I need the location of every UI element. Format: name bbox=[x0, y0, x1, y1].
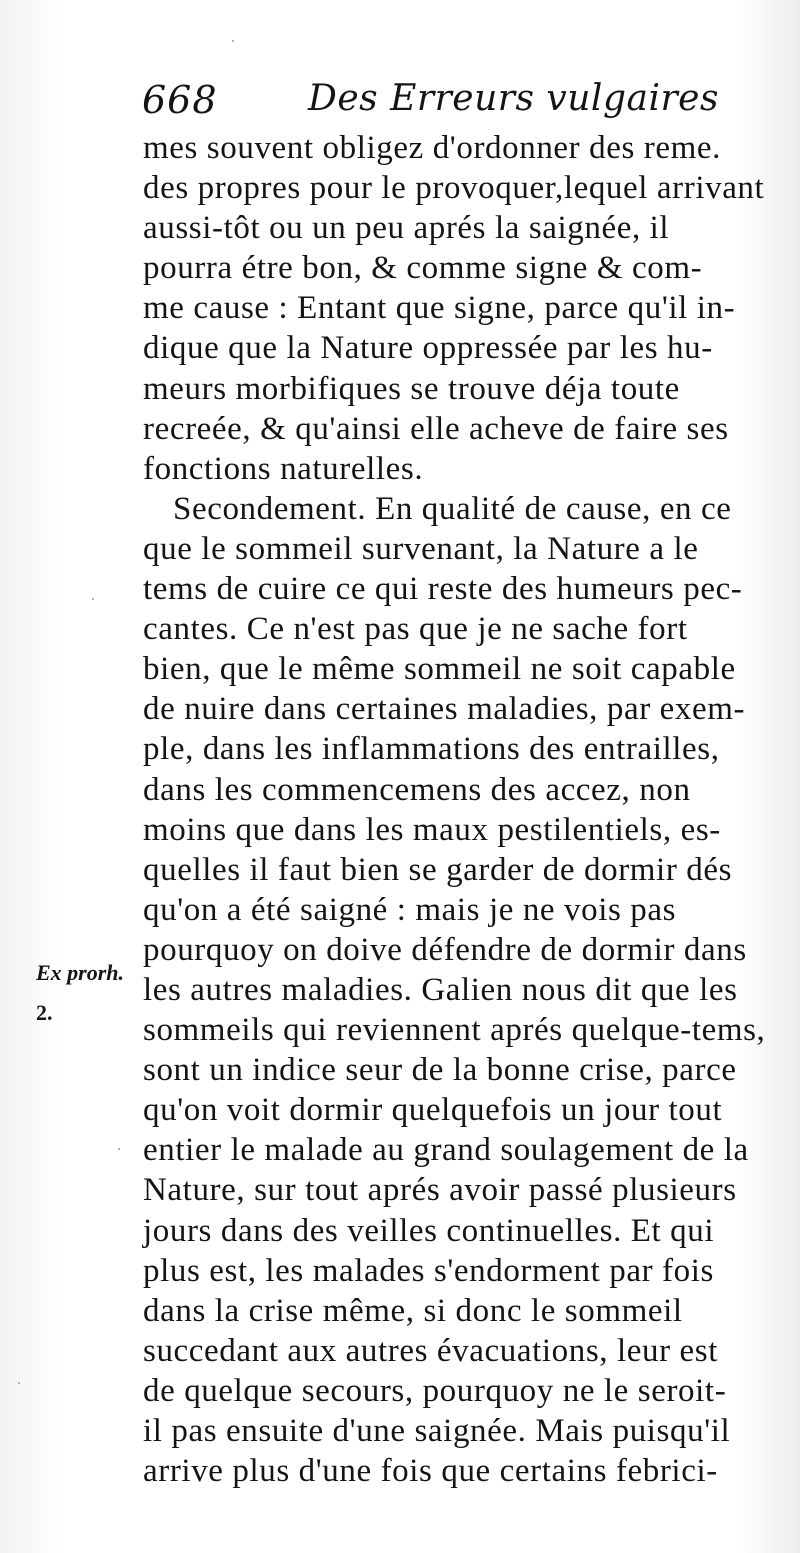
text-line: il pas ensuite d'une saignée. Mais puisqu'il bbox=[143, 1413, 731, 1449]
text-line: jours dans des veilles continuelles. Et qui bbox=[143, 1212, 715, 1249]
text-line: aussi-tôt ou un peu aprés la saignée, il bbox=[143, 210, 670, 247]
margin-reference: Ex prorh. bbox=[36, 960, 125, 985]
text-line: cantes. Ce n'est pas que je ne sache fort bbox=[143, 611, 688, 648]
page-number: 668 bbox=[142, 78, 218, 122]
text-line: dique que la Nature oppressée par les hu- bbox=[143, 330, 713, 367]
text-line: succedant aux autres évacuations, leur est bbox=[143, 1332, 718, 1369]
text-line: qu'on a été saigné : mais je ne vois pas bbox=[143, 891, 677, 928]
text-line: sont un indice seur de la bonne crise, parce bbox=[143, 1052, 737, 1089]
text-line: bien, que le même sommeil ne soit capable bbox=[143, 651, 736, 688]
paper-speck bbox=[92, 598, 94, 600]
text-line: moins que dans les maux pestilentiels, es- bbox=[143, 811, 721, 848]
text-line: ple, dans les inflammations des entrailles, bbox=[143, 731, 720, 768]
paragraph-start-line: Secondement. En qualité de cause, en ce bbox=[173, 490, 732, 527]
text-line: Nature, sur tout aprés avoir passé plusieurs bbox=[143, 1172, 737, 1209]
margin-reference-number: 2. bbox=[36, 1000, 53, 1025]
paper-speck bbox=[118, 1148, 120, 1150]
text-line: tems de cuire ce qui reste des humeurs pec- bbox=[143, 571, 743, 608]
body-text bbox=[143, 128, 783, 1491]
text-line: recreée, & qu'ainsi elle acheve de faire ses bbox=[143, 410, 729, 447]
text-line: dans les commencemens des accez, non bbox=[143, 771, 691, 808]
text-line: sommeils qui reviennent aprés quelque-tems, bbox=[143, 1012, 766, 1049]
page-header bbox=[140, 78, 719, 128]
text-line: mes souvent obligez d'ordonner des reme. bbox=[143, 130, 721, 166]
text-line: arrive plus d'une fois que certains febrici- bbox=[143, 1453, 718, 1490]
text-line: me cause : Entant que signe, parce qu'il in- bbox=[143, 290, 736, 327]
text-line: pourquoy on doive défendre de dormir dans bbox=[143, 931, 747, 968]
text-line: des propres pour le provoquer,lequel arrivant bbox=[143, 170, 765, 207]
text-line: meurs morbifiques se trouve déja toute bbox=[143, 370, 680, 407]
running-title: Des Erreurs vulgaires bbox=[308, 78, 719, 119]
text-line: quelles il faut bien se garder de dormir dés bbox=[143, 851, 733, 888]
text-line: pourra étre bon, & comme signe & com- bbox=[143, 250, 703, 287]
text-line: fonctions naturelles. bbox=[143, 450, 424, 487]
text-line: les autres maladies. Galien nous dit que les bbox=[143, 971, 738, 1008]
text-line: de nuire dans certaines maladies, par exem- bbox=[143, 691, 746, 728]
text-line: de quelque secours, pourquoy ne le seroit- bbox=[143, 1372, 727, 1409]
text-line: plus est, les malades s'endorment par fois bbox=[143, 1252, 714, 1289]
text-line: qu'on voit dormir quelquefois un jour tout bbox=[143, 1092, 723, 1129]
text-line: entier le malade au grand soulagement de la bbox=[143, 1132, 749, 1169]
paper-speck bbox=[232, 40, 234, 42]
text-line: dans la crise même, si donc le sommeil bbox=[143, 1292, 683, 1329]
text-line: que le sommeil survenant, la Nature a le bbox=[143, 530, 699, 567]
paper-speck bbox=[18, 1382, 20, 1384]
